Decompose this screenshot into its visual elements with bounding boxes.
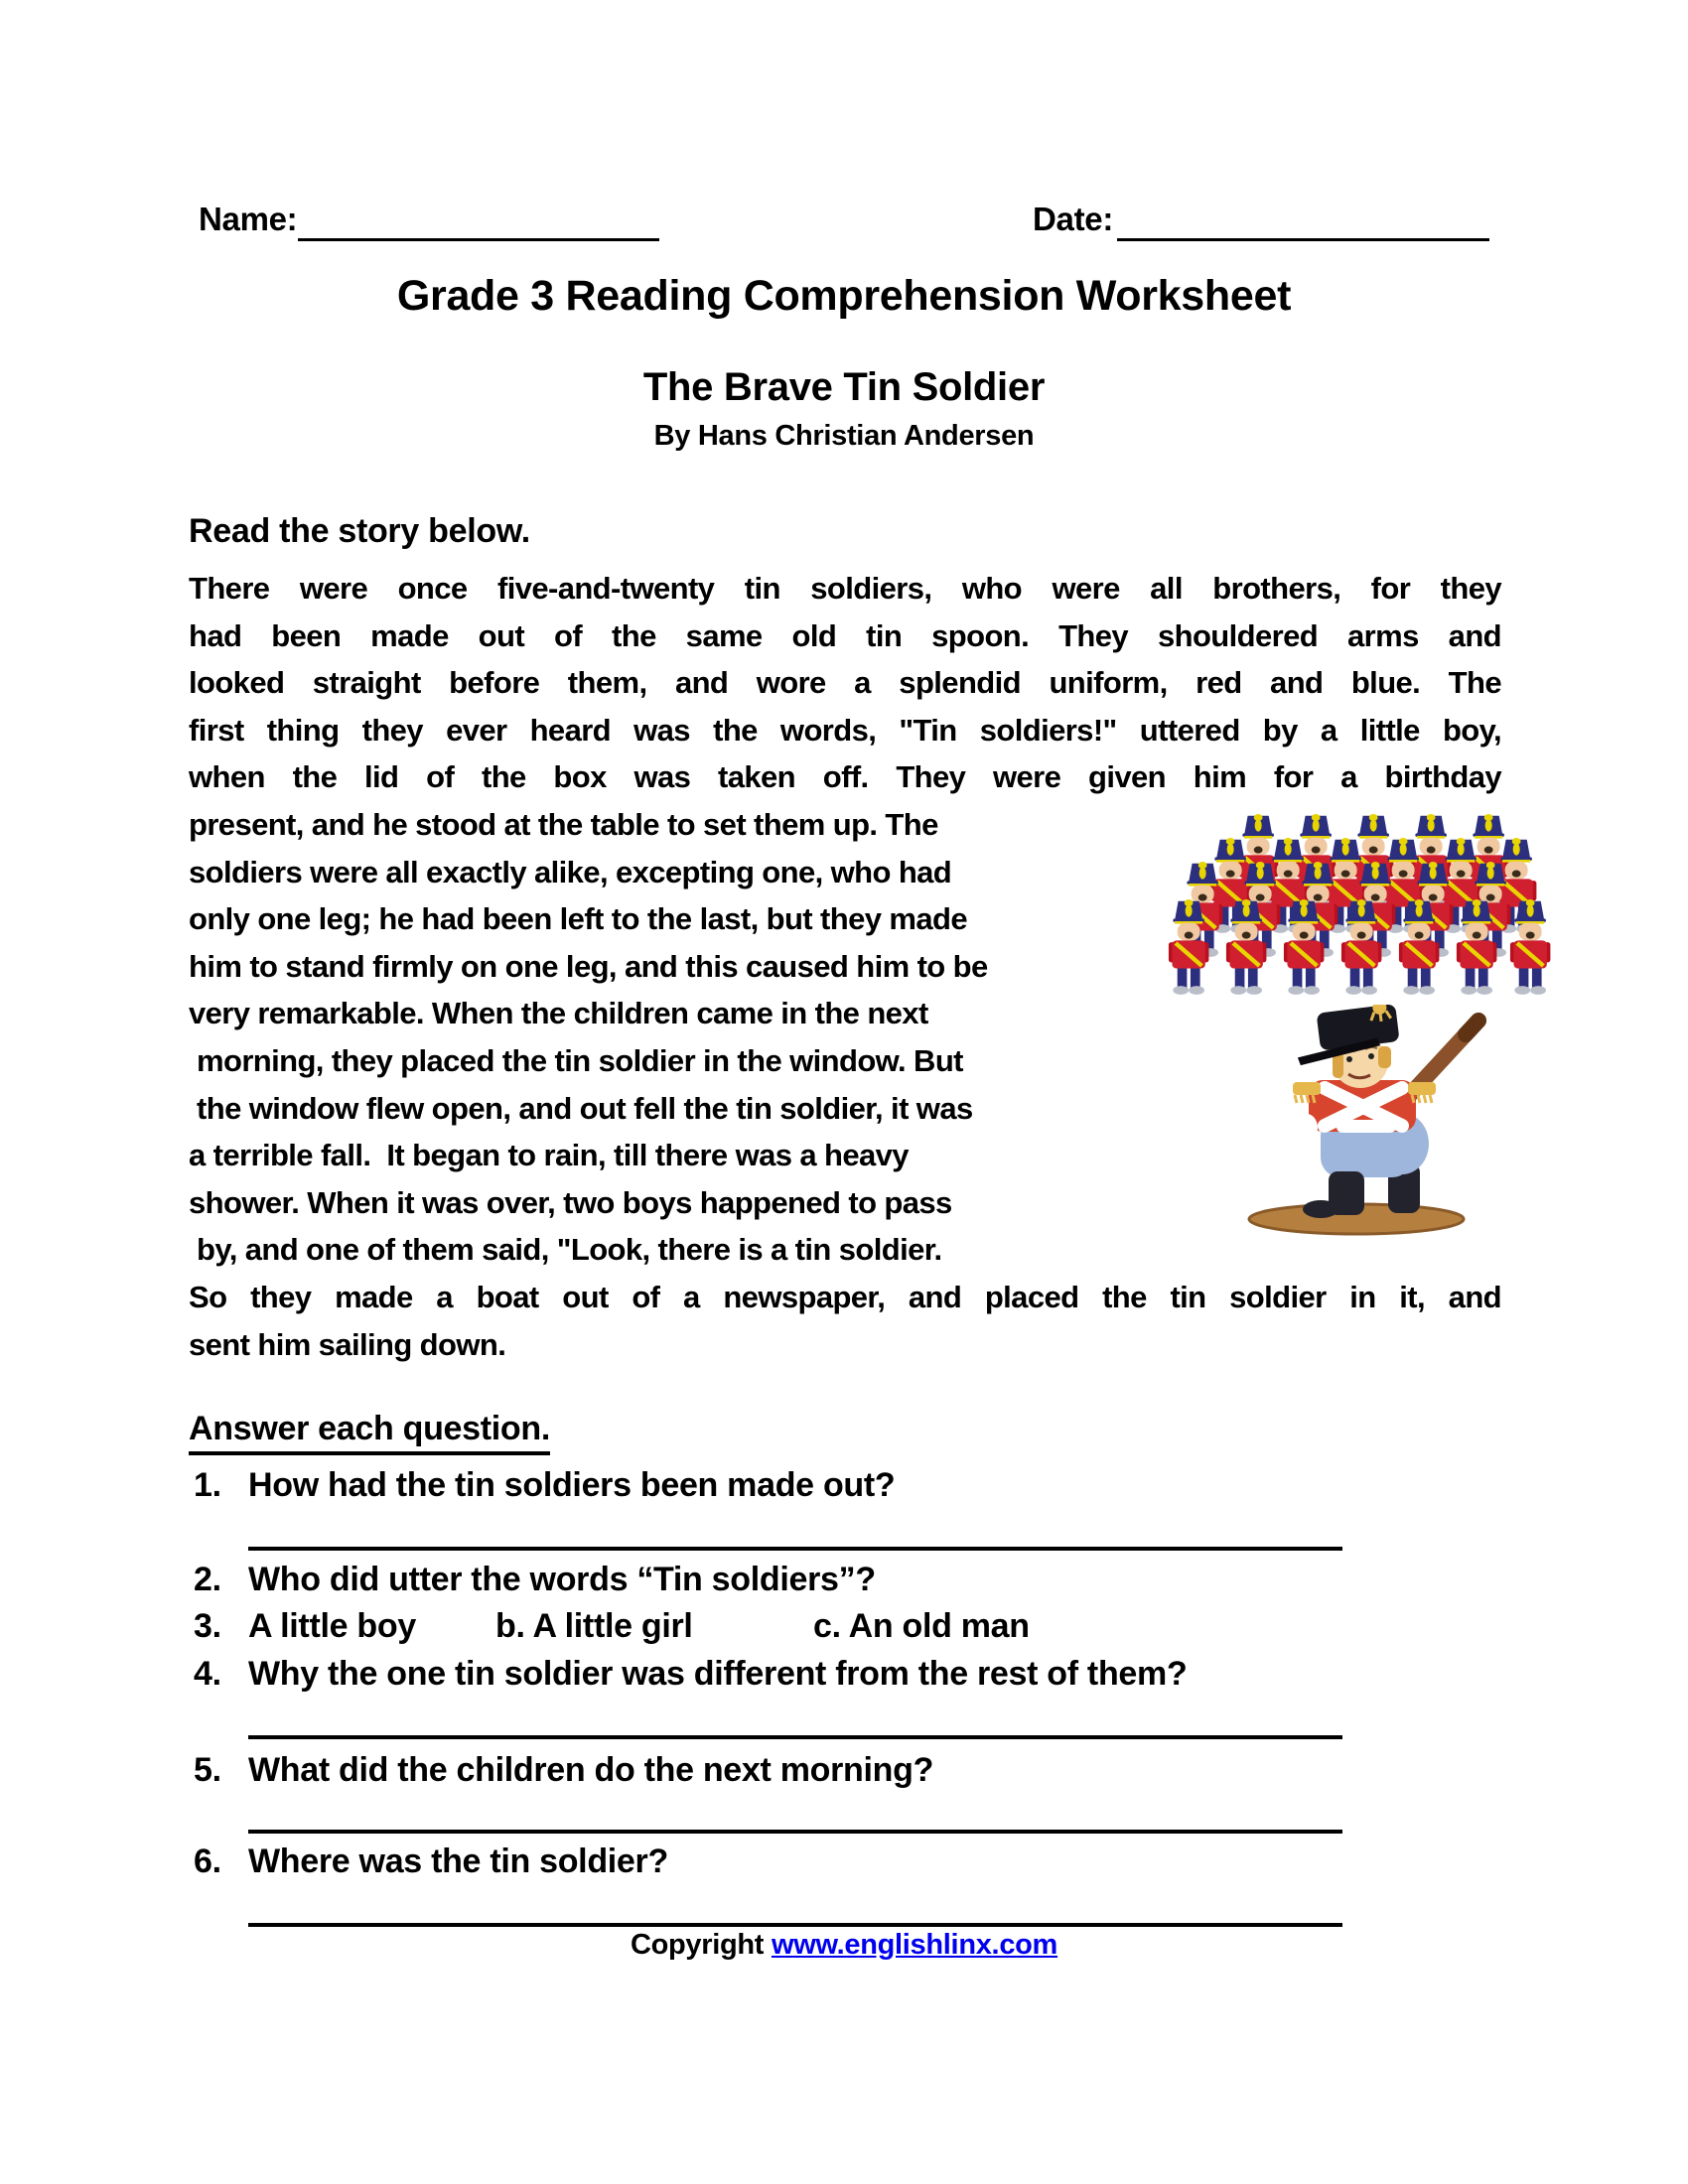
question-number: 4. bbox=[194, 1655, 221, 1693]
question-text: Why the one tin soldier was different from the rest of them? bbox=[248, 1655, 1188, 1693]
copyright-label: Copyright bbox=[630, 1929, 772, 1961]
question-1 bbox=[194, 1465, 1504, 1506]
question-6 bbox=[194, 1842, 1504, 1882]
question-text: Who did utter the words “Tin soldiers”? bbox=[248, 1561, 876, 1598]
choice-c[interactable]: c. An old man bbox=[813, 1607, 1030, 1645]
choice-b[interactable]: b. A little girl bbox=[495, 1607, 693, 1645]
date-label: Date: bbox=[1033, 201, 1114, 237]
choice-a[interactable]: A little boy bbox=[248, 1607, 416, 1645]
question-3-choices bbox=[194, 1606, 1504, 1647]
question-number: 3. bbox=[194, 1607, 221, 1645]
tin-soldiers-group-image bbox=[1160, 814, 1559, 1014]
story-line: only one leg; he had been left to the last, but they made bbox=[189, 901, 967, 937]
story-line: by, and one of them said, "Look, there is a tin soldier. bbox=[189, 1232, 942, 1268]
question-2 bbox=[194, 1560, 1504, 1600]
story-line: sent him sailing down. bbox=[189, 1326, 506, 1362]
name-write-line[interactable] bbox=[298, 238, 659, 241]
answer-line-q4[interactable] bbox=[248, 1735, 1342, 1739]
story-line: the window flew open, and out fell the tin soldier, it was bbox=[189, 1090, 973, 1126]
question-number: 2. bbox=[194, 1561, 221, 1598]
answer-line-q5[interactable] bbox=[248, 1830, 1342, 1834]
story-byline: By Hans Christian Andersen bbox=[653, 420, 1035, 452]
story-line: a terrible fall. It began to rain, till there was a heavy bbox=[189, 1138, 909, 1173]
questions-heading: Answer each question. bbox=[189, 1410, 550, 1455]
epaulette-right bbox=[1408, 1082, 1436, 1095]
story-line: when the lid of the box was taken off. They were given him for a birthday bbox=[189, 759, 1501, 795]
story-line: present, and he stood at the table to set them up. The bbox=[189, 806, 938, 842]
worksheet-title: Grade 3 Reading Comprehension Worksheet bbox=[396, 272, 1292, 320]
story-line: him to stand firmly on one leg, and this caused him to be bbox=[189, 948, 988, 984]
footer bbox=[0, 1929, 1688, 1962]
question-4 bbox=[194, 1654, 1504, 1695]
story-title: The Brave Tin Soldier bbox=[642, 365, 1046, 409]
story-line: There were once five-and-twenty tin soldiers, who were all brothers, for they bbox=[189, 571, 1501, 606]
story-line: first thing they ever heard was the words, "Tin soldiers!" uttered by a little boy, bbox=[189, 712, 1501, 748]
story-line: had been made out of the same old tin spoon. They shouldered arms and bbox=[189, 617, 1501, 653]
question-text: How had the tin soldiers been made out? bbox=[248, 1466, 896, 1504]
question-text: Where was the tin soldier? bbox=[248, 1843, 668, 1880]
answer-line-q1[interactable] bbox=[248, 1547, 1342, 1551]
name-label: Name: bbox=[199, 201, 298, 237]
epaulette-left bbox=[1293, 1082, 1321, 1095]
story-line: soldiers were all exactly alike, excepting one, who had bbox=[189, 854, 952, 889]
question-5 bbox=[194, 1750, 1504, 1791]
copyright-link[interactable]: www.englishlinx.com bbox=[771, 1929, 1058, 1961]
question-text: What did the children do the next morning? bbox=[248, 1751, 934, 1789]
story-line: shower. When it was over, two boys happened to pass bbox=[189, 1184, 952, 1220]
question-number: 5. bbox=[194, 1751, 221, 1789]
answer-line-q6[interactable] bbox=[248, 1923, 1342, 1927]
date-write-line[interactable] bbox=[1117, 238, 1489, 241]
glove bbox=[1296, 1114, 1318, 1142]
question-number: 6. bbox=[194, 1843, 221, 1880]
story-line: So they made a boat out of a newspaper, and placed the tin soldier in it, and bbox=[189, 1279, 1501, 1314]
question-number: 1. bbox=[194, 1466, 221, 1504]
tin-soldier-image bbox=[1237, 1005, 1497, 1242]
story-line: morning, they placed the tin soldier in the window. But bbox=[189, 1042, 963, 1078]
story-line: looked straight before them, and wore a splendid uniform, red and blue. The bbox=[189, 665, 1501, 701]
story-line: very remarkable. When the children came in the next bbox=[189, 996, 928, 1031]
story-instructions: Read the story below. bbox=[189, 512, 530, 550]
